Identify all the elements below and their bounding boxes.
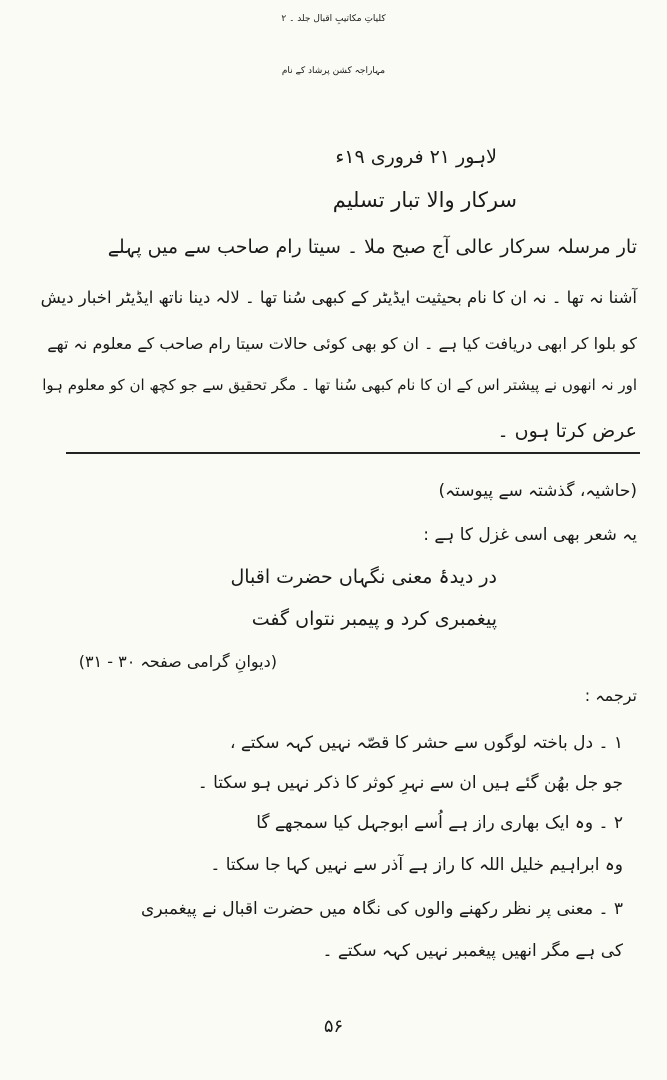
salutation: سرکار والا تبار تسلیم: [332, 188, 517, 212]
footnote-source: (دیوانِ گرامی صفحہ ۳۰ - ۳۱): [78, 652, 277, 671]
page-title: مہاراجہ کشن پرشاد کے نام: [281, 66, 386, 76]
translation-line: جو جل بھُن گئے ہیں ان سے نہرِ کوثر کا ذکر نہیں ہو سکتا ۔: [197, 773, 623, 793]
footnote-heading: (حاشیہ، گذشتہ سے پیوستہ): [438, 481, 637, 501]
running-header: کلیاتِ مکاتیبِ اقبال جلد ۔ ۲: [281, 14, 386, 24]
verse-line: پیغمبری کرد و پیمبر نتواں گفت: [251, 608, 497, 630]
footnote-intro: یہ شعر بھی اسی غزل کا ہے :: [423, 525, 637, 545]
letter-line: کو بلوا کر ابھی دریافت کیا ہے ۔ ان کو بھی کوئی حالات سیتا رام صاحب کے معلوم نہ تھے: [47, 334, 637, 353]
letter-line: آشنا نہ تھا ۔ نہ ان کا نام بحیثیت ایڈیٹر کے کبھی سُنا تھا ۔ لالہ دینا ناتھ ایڈیٹر اخبار دیش: [40, 288, 637, 307]
translation-line: کی ہے مگر انھیں پیغمبر نہیں کہہ سکتے ۔: [322, 941, 623, 961]
translation-line: وہ ابراہیم خلیل اللہ کا راز ہے آذر سے نہیں کہا جا سکتا ۔: [210, 855, 623, 875]
page-number: ۵۶: [323, 1016, 344, 1037]
translation-line: ۳ ۔ معنی پر نظر رکھنے والوں کی نگاہ میں حضرت اقبال نے پیغمبری: [141, 899, 623, 919]
letter-line: تار مرسلہ سرکار عالی آج صبح ملا ۔ سیتا رام صاحب سے میں پہلے: [107, 236, 637, 258]
letter-line: عرض کرتا ہوں ۔: [497, 420, 637, 442]
translation-label: ترجمہ :: [584, 686, 637, 705]
letter-line: اور نہ انھوں نے پیشتر اس کے ان کا نام کبھی سُنا تھا ۔ مگر تحقیق سے جو کچھ ان کو معلوم ہوا: [42, 376, 637, 394]
divider-line: [66, 452, 640, 454]
translation-line: ۲ ۔ وہ ایک بھاری راز ہے اُسے ابوجہل کیا سمجھے گا: [256, 813, 623, 833]
translation-line: ۱ ۔ دل باختہ لوگوں سے حشر کا قصّہ نہیں کہہ سکتے ،: [229, 733, 623, 753]
verse-line: در دیدۂ معنی نگہاں حضرت اقبال: [230, 566, 497, 588]
dateline: لاہور ۲۱ فروری ۱۹ء: [335, 146, 497, 168]
